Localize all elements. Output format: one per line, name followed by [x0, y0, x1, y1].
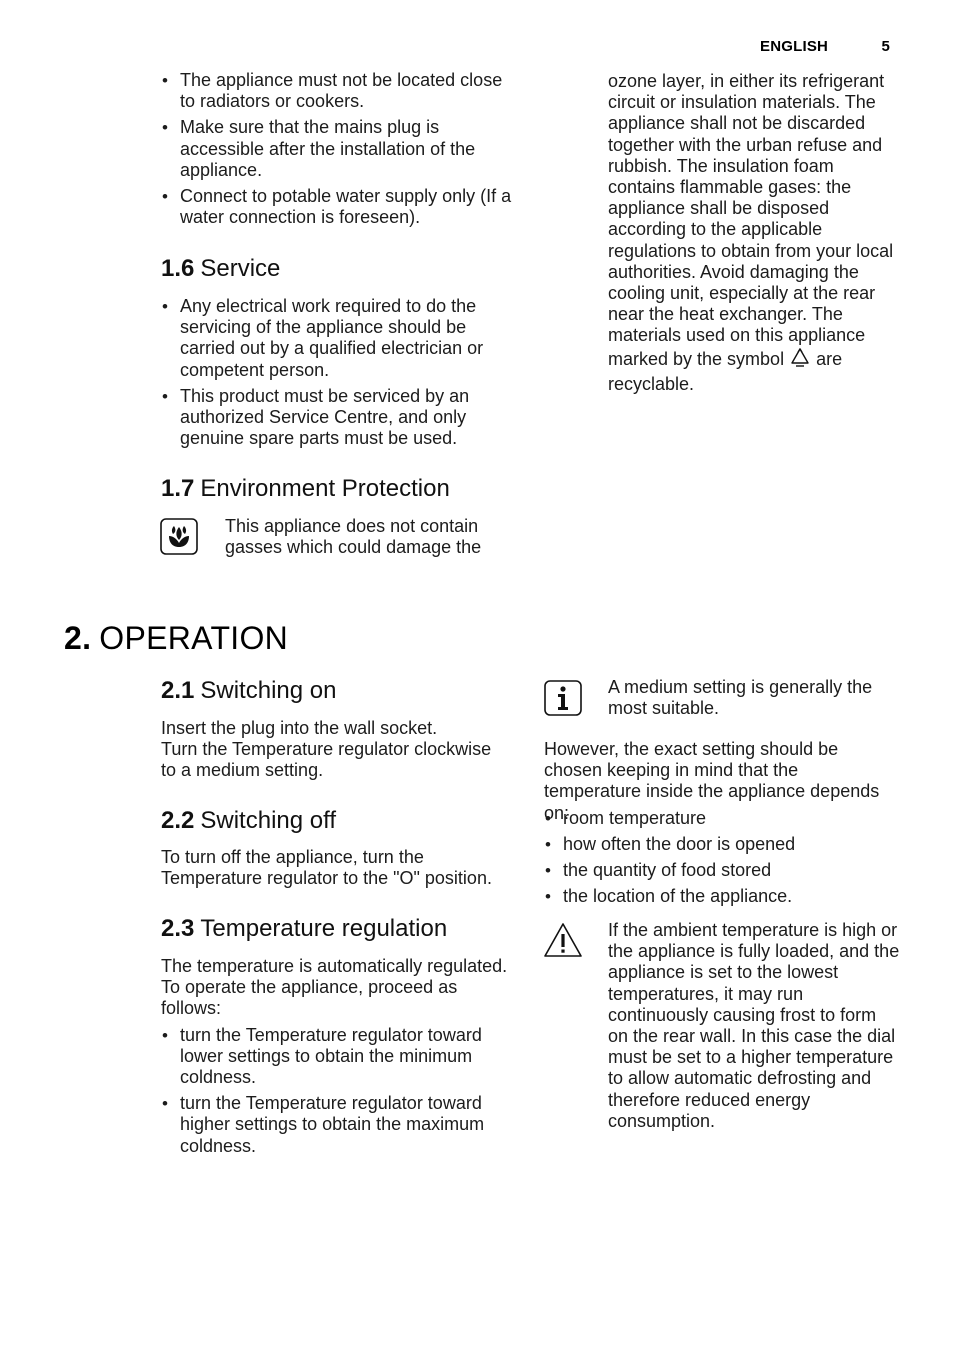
- setting-paragraph: However, the exact setting should be chosen keeping in mind that the temperature inside the appliance depends on:: [544, 739, 880, 823]
- info-icon: [544, 680, 582, 716]
- temperature-regulation-text: [161, 956, 517, 1162]
- service-bullet-list: [161, 296, 517, 454]
- warning-icon: [543, 922, 583, 958]
- recycle-icon: [789, 347, 811, 374]
- environment-text-start: This appliance does not contain gasses which could damage the: [225, 516, 482, 558]
- header-language: ENGLISH: [760, 38, 829, 55]
- list-item: • turn the Temperature regulator toward higher settings to obtain the maximum coldness.: [161, 1093, 517, 1157]
- list-item: • turn the Temperature regulator toward lower settings to obtain the minimum coldness.: [161, 1025, 517, 1089]
- info-note-text: A medium setting is generally the most suitable.: [608, 677, 873, 719]
- list-item: • the location of the appliance.: [544, 886, 899, 907]
- list-item: • the quantity of food stored: [544, 860, 899, 881]
- section-heading-environment: 1.7 Environment Protection: [161, 475, 450, 502]
- section-heading-service: 1.6 Service: [161, 255, 281, 282]
- paragraph-line: To operate the appliance, proceed as follows:: [161, 977, 458, 1019]
- temperature-bullet-list: [161, 1025, 517, 1157]
- depends-bullet-list: [544, 808, 899, 912]
- paragraph-line: Insert the plug into the wall socket.: [161, 718, 438, 738]
- list-item: • Make sure that the mains plug is accessible after the installation of the appliance.: [161, 117, 517, 181]
- page-number: 5: [881, 38, 890, 55]
- chapter-heading-operation: 2. OPERATION: [64, 620, 289, 656]
- list-item: • Connect to potable water supply only (If a water connection is foreseen).: [161, 186, 517, 228]
- page-header: [760, 38, 890, 55]
- list-item: • how often the door is opened: [544, 834, 899, 855]
- paragraph-line: Turn the Temperature regulator clockwise to a medium setting.: [161, 739, 492, 781]
- warning-note-text: If the ambient temperature is high or the appliance is fully loaded, and the appliance is set to the lowest temperatures, it may run continuously causing frost to form on the rear wall. In this case the dial must be set to a higher temperature to allow automatic defrosting and therefore reduced energy consumption.: [608, 920, 900, 1131]
- switching-on-text: [161, 718, 511, 782]
- list-item: • Any electrical work required to do the servicing of the appliance should be carried out by a qualified electrician or competent person.: [161, 296, 517, 381]
- paragraph-line: The temperature is automatically regulated.: [161, 956, 508, 976]
- section-heading-switching-on: 2.1 Switching on: [161, 677, 337, 704]
- environment-text-continued: ozone layer, in either its refrigerant circuit or insulation materials. The appliance shall not be discarded together with the urban refuse and rubbish. The insulation foam contains flammable gases: the appliance shall be disposed according to the applicable regulations to obtain from your local authorities. Avoid damaging the cooling unit, especially at the rear near the heat exchanger. The materials used on this appliance marked by the symbol are recyclable.: [608, 71, 894, 394]
- environment-icon: [160, 518, 198, 555]
- list-item: • The appliance must not be located close to radiators or cookers.: [161, 70, 517, 112]
- list-item: • room temperature: [544, 808, 899, 829]
- switching-off-text: To turn off the appliance, turn the Temperature regulator to the "O" position.: [161, 847, 492, 889]
- section-heading-temperature-regulation: 2.3 Temperature regulation: [161, 915, 448, 942]
- list-item: • This product must be serviced by an authorized Service Centre, and only genuine spare parts must be used.: [161, 386, 517, 450]
- top-bullet-list: [161, 70, 517, 233]
- section-heading-switching-off: 2.2 Switching off: [161, 807, 337, 834]
